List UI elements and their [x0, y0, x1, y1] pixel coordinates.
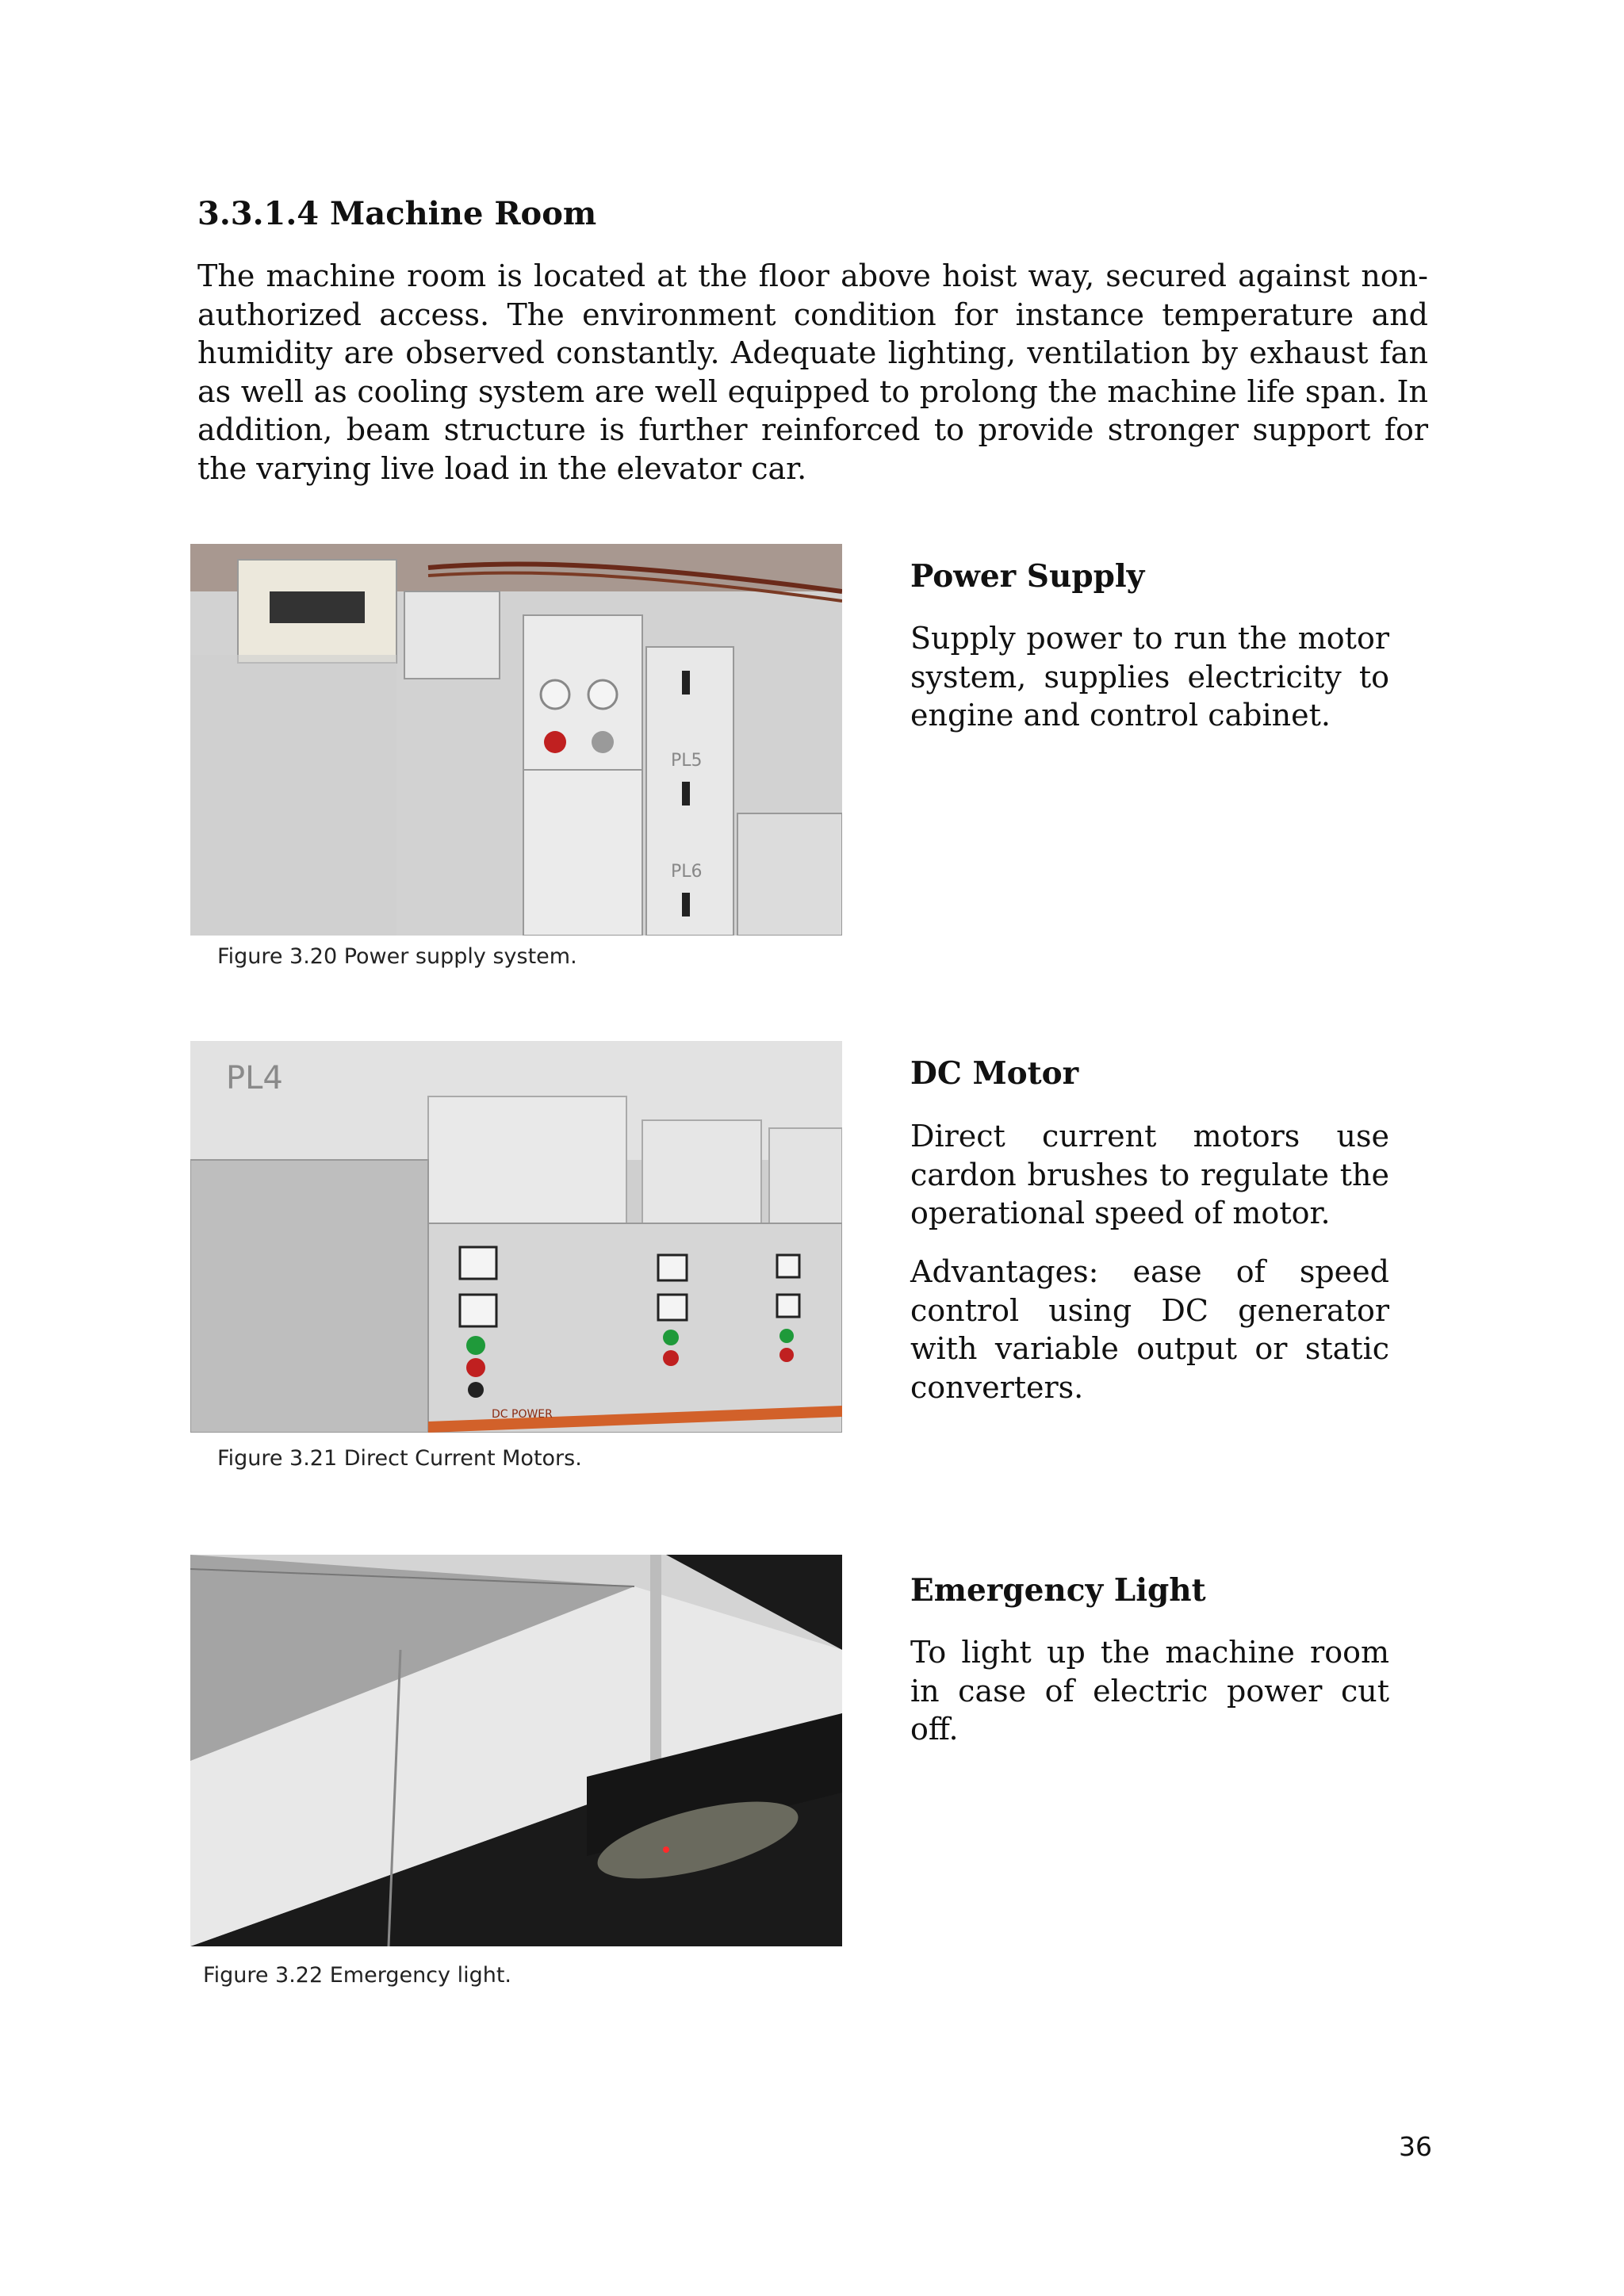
- pl5-label: PL5: [671, 751, 703, 771]
- pl6-label: PL6: [671, 862, 703, 882]
- emergency-light-title: Emergency Light: [910, 1572, 1206, 1609]
- dc-motor-text-2: Advantages: ease of speed control using DC generator with variable output or static converters.: [910, 1254, 1389, 1405]
- power-supply-photo: [190, 544, 842, 936]
- emergency-light-text: To light up the machine room in case of electric power cut off.: [910, 1635, 1389, 1747]
- pl4-label: PL4: [226, 1060, 283, 1096]
- figure-caption-power-supply: Figure 3.20 Power supply system.: [217, 944, 577, 969]
- power-supply-title: Power Supply: [910, 558, 1145, 595]
- dc-motor-title: DC Motor: [910, 1055, 1079, 1092]
- emergency-light-photo: [190, 1555, 842, 1946]
- intro-paragraph: The machine room is located at the floor above hoist way, secured against non-authorized access. The environment condition for instance temperature and humidity are observed constantly. Adequate lighting, ventilation by exhaust fan as well as cooling system are well equipped to prolong the machine life span. In addition, beam structure is further reinforced to provide stronger support for the varying live load in the elevator car.: [197, 258, 1428, 486]
- page-number: 36: [1399, 2131, 1432, 2162]
- figure-caption-emergency-light: Figure 3.22 Emergency light.: [203, 1963, 512, 1988]
- power-supply-text: Supply power to run the motor system, supplies electricity to engine and control cabinet.: [910, 621, 1389, 733]
- dc-motor-text-1: Direct current motors use cardon brushes to regulate the operational speed of motor.: [910, 1119, 1389, 1230]
- dc-power-label: DC POWER: [492, 1408, 553, 1421]
- dc-motor-photo: [190, 1041, 842, 1433]
- figure-caption-dc-motor: Figure 3.21 Direct Current Motors.: [217, 1446, 582, 1471]
- section-heading: 3.3.1.4 Machine Room: [197, 195, 597, 232]
